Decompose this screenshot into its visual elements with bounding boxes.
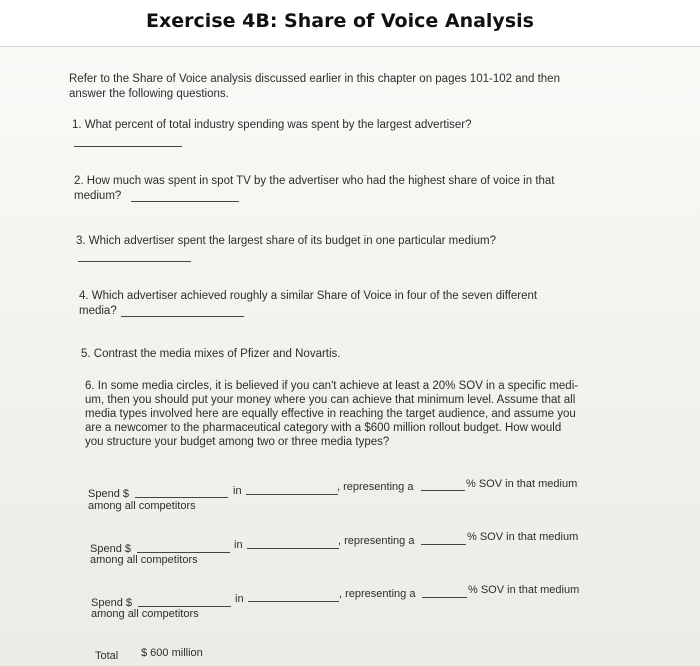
question-1: 1. What percent of total industry spending was spent by the largest advertiser? — [72, 119, 472, 131]
representing-label-2: , representing a — [338, 535, 415, 547]
spend-amount-blank-1[interactable] — [135, 497, 228, 498]
answer-blank-2[interactable] — [131, 201, 239, 202]
sov-label-2: % SOV in that medium — [467, 531, 579, 543]
spend-label-1: Spend $ — [88, 488, 129, 500]
among-label-2: among all competitors — [90, 554, 198, 566]
sov-label-3: % SOV in that medium — [468, 584, 580, 596]
in-label-2: in — [234, 539, 243, 551]
question-2-line-1: 2. How much was spent in spot TV by the advertiser who had the highest share of voice in that — [74, 175, 555, 187]
medium-blank-2[interactable] — [247, 548, 339, 549]
in-label-1: in — [233, 485, 242, 497]
in-label-3: in — [235, 593, 244, 605]
answer-blank-4[interactable] — [121, 316, 244, 317]
spend-label-2: Spend $ — [90, 543, 131, 555]
question-6-line-4: are a newcomer to the pharmaceutical category with a $600 million rollout budget. How would — [85, 422, 562, 434]
question-2-line-2: medium? — [74, 190, 122, 202]
sov-blank-3[interactable] — [422, 597, 467, 598]
question-6-line-3: media types involved here are equally effective in reaching the target audience, and assume you — [85, 408, 576, 420]
medium-blank-1[interactable] — [246, 494, 338, 495]
sov-label-1: % SOV in that medium — [466, 478, 578, 490]
representing-label-3: , representing a — [339, 588, 416, 600]
among-label-1: among all competitors — [88, 500, 196, 512]
sov-blank-1[interactable] — [421, 490, 465, 491]
total-value: $ 600 million — [141, 647, 203, 659]
answer-blank-1[interactable] — [74, 146, 182, 147]
representing-label-1: , representing a — [337, 481, 414, 493]
answer-blank-3[interactable] — [78, 261, 191, 262]
spend-label-3: Spend $ — [91, 597, 132, 609]
among-label-3: among all competitors — [91, 608, 199, 620]
intro-line-1: Refer to the Share of Voice analysis discussed earlier in this chapter on pages 101-102 and then — [69, 73, 560, 85]
total-label: Total — [95, 650, 119, 662]
question-6-line-2: um, then you should put your money where you can achieve that minimum level. Assume that all — [85, 394, 576, 406]
page-title: Exercise 4B: Share of Voice Analysis — [146, 10, 534, 32]
medium-blank-3[interactable] — [248, 601, 339, 602]
sov-blank-2[interactable] — [421, 544, 466, 545]
question-4-line-2: media? — [79, 305, 117, 317]
question-4-line-1: 4. Which advertiser achieved roughly a similar Share of Voice in four of the seven different — [79, 290, 538, 302]
intro-line-2: answer the following questions. — [69, 88, 229, 100]
question-6-line-5: you structure your budget among two or three media types? — [85, 436, 390, 448]
question-3: 3. Which advertiser spent the largest share of its budget in one particular medium? — [76, 235, 496, 247]
question-5: 5. Contrast the media mixes of Pfizer and Novartis. — [81, 348, 341, 360]
question-6-line-1: 6. In some media circles, it is believed if you can't achieve at least a 20% SOV in a specific medi- — [85, 380, 579, 392]
